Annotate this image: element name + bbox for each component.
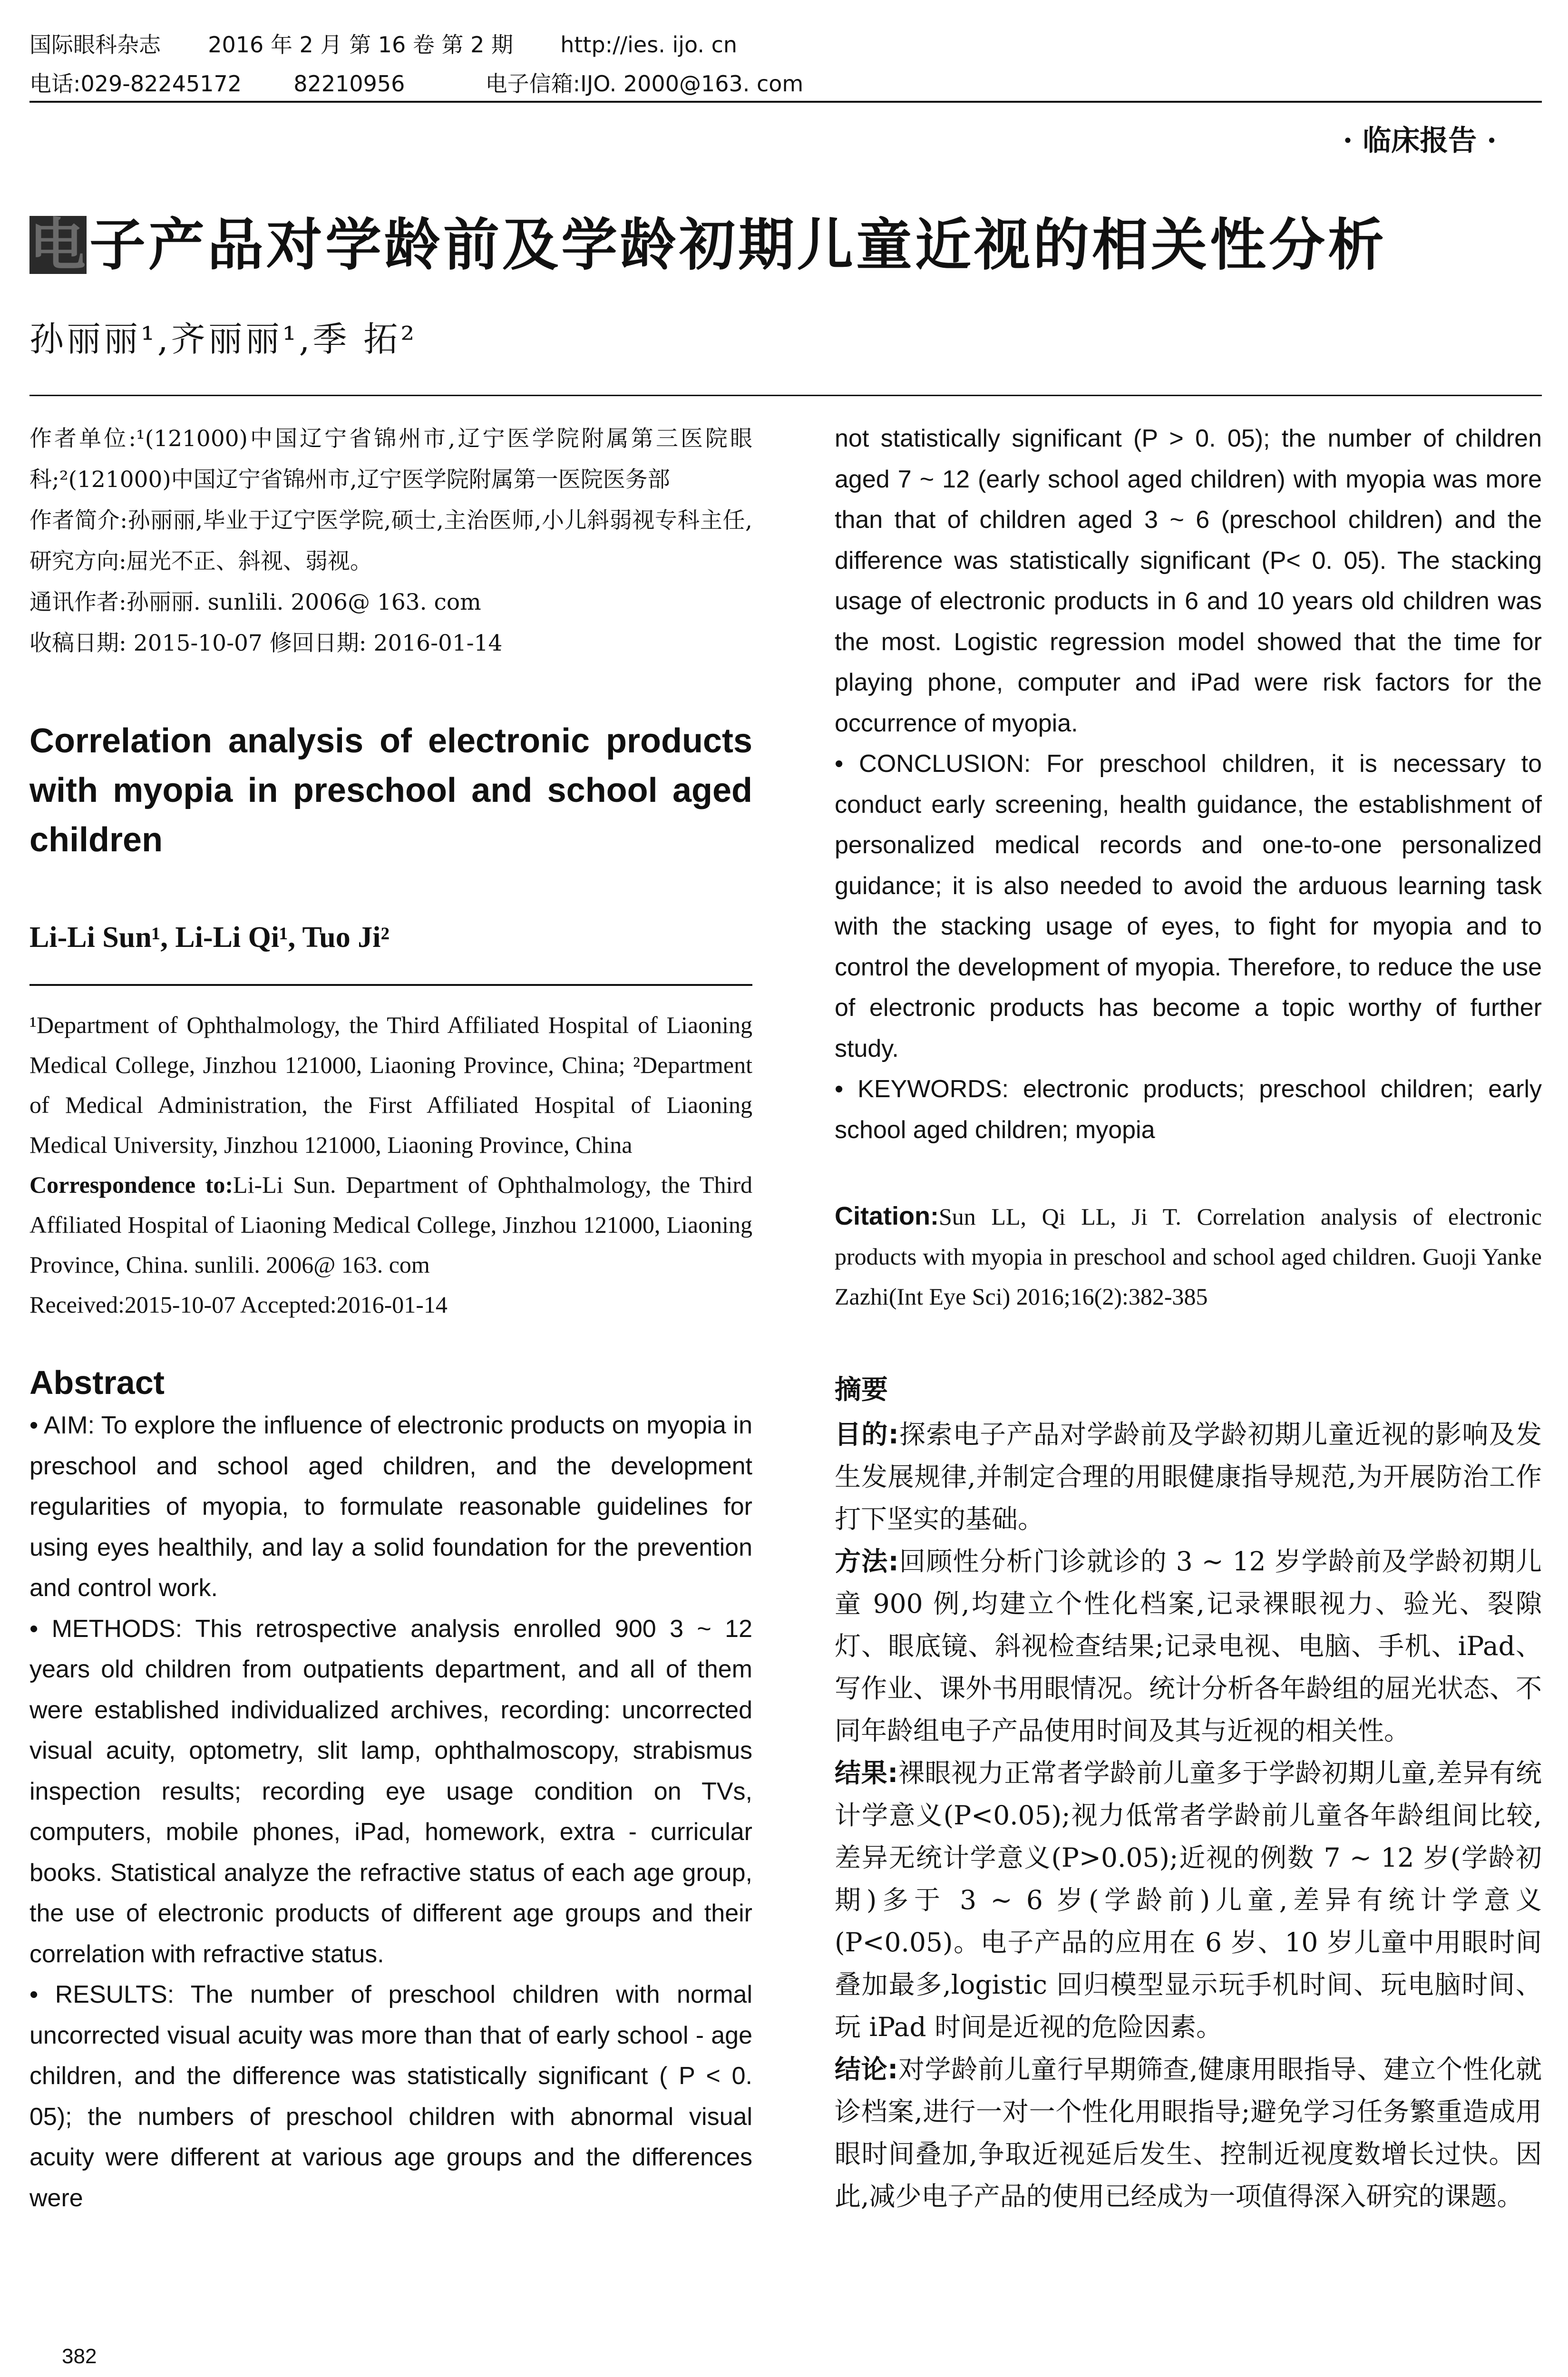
authors-cn: 孙丽丽¹,齐丽丽¹,季 拓²	[29, 319, 418, 359]
journal-issue: 2016 年 2 月 第 16 卷 第 2 期	[208, 32, 513, 58]
correspondence	[29, 1165, 752, 1285]
abstract-methods: • METHODS: This retrospective analysis enrolled 900 3 ~ 12 years old children from outpatients department, and all of them were established individualized archives, recording: uncorrected visual acuity, optometry, slit lamp, ophthalmoscopy, strabismus inspection results; recording eye usage condition on TVs, computers, mobile phones, iPad, homework, extra - curricular books. Statistical analyze the refractive status of each age group, the use of electronic products of different age groups and their correlation with refractive status.	[29, 1615, 752, 1968]
cn-methods-label: 方法:	[835, 1546, 899, 1577]
journal-url[interactable]: http://ies. ijo. cn	[560, 32, 738, 58]
cn-conclusion	[835, 2048, 1542, 2218]
abstract-left	[29, 1405, 752, 2219]
authors-rule	[29, 984, 752, 986]
cn-aim-label: 目的:	[835, 1419, 899, 1450]
dates-cn: 收稿日期: 2015-10-07 修回日期: 2016-01-14	[29, 630, 503, 656]
author-bio: 作者简介:孙丽丽,毕业于辽宁医学院,硕士,主治医师,小儿斜弱视专科主任,研究方向:屈光不正、斜视、弱视。	[29, 507, 752, 575]
abstract-conclusion: • CONCLUSION: For preschool children, it is necessary to conduct early screening, health guidance, the establishment of personalized medical records and one-to-one personalized guidance; it is also needed to avoid the arduous learning task with the stacking usage of eyes, to fight for myopia and to control the development of myopia. Therefore, to reduce the use of electronic products has become a topic worthy of further study.	[835, 750, 1542, 1062]
header-rule	[29, 101, 1542, 103]
right-column	[835, 419, 1542, 2218]
contact-header	[29, 67, 803, 98]
affiliation-text: ¹Department of Ophthalmology, the Third Affiliated Hospital of Liaoning Medical College, Jinzhou 121000, Liaoning Province, China; ²Department of Medical Administration, the First Affiliated Hospital of Liaoning Medical University, Jinzhou 121000, Liaoning Province, China	[29, 1012, 752, 1158]
page-number: 382	[62, 2345, 97, 2368]
title-rule	[29, 395, 1542, 396]
abstract-results-part2: not statistically significant (P > 0. 05); the number of children aged 7 ~ 12 (early school aged children) with myopia was more than that of children aged 3 ~ 6 (preschool children) and the difference was statistically significant (P< 0. 05). The stacking usage of electronic products in 6 and 10 years old children was the most. Logistic regression model showed that the time for playing phone, computer and iPad were risk factors for the occurrence of myopia.	[835, 425, 1542, 737]
author-unit: 作者单位:¹(121000)中国辽宁省锦州市,辽宁医学院附属第三医院眼科;²(121000)中国辽宁省锦州市,辽宁医学院附属第一医院医务部	[29, 426, 752, 493]
cn-abstract	[835, 1413, 1542, 2218]
cn-results-text: 裸眼视力正常者学龄前儿童多于学龄初期儿童,差异有统计学意义(P<0.05);视力低常者学龄前儿童各年龄组间比较,差异无统计学意义(P>0.05);近视的例数 7 ~ 12 岁(学龄初期)多于 3 ~ 6 岁(学龄前)儿童,差异有统计学意义(P<0.05)。电子产品的应用在 6 岁、10 岁儿童中用眼时间叠加最多,logistic 回归模型显示玩手机时间、玩电脑时间、玩 iPad 时间是近视的危险因素。	[835, 1758, 1542, 2042]
corresponding-author: 通讯作者:孙丽丽. sunlili. 2006@ 163. com	[29, 589, 481, 615]
correspondence-label: Correspondence to:	[29, 1171, 234, 1198]
abstract-heading: Abstract	[29, 1364, 165, 1401]
received-accepted: Received:2015-10-07 Accepted:2016-01-14	[29, 1291, 448, 1318]
phone: 电话:029-82245172	[29, 71, 242, 97]
email[interactable]: 电子信箱:IJO. 2000@163. com	[485, 71, 804, 97]
cn-conclusion-label: 结论:	[835, 2054, 898, 2085]
abstract-results-part1: • RESULTS: The number of preschool children with normal uncorrected visual acuity was more than that of early school - age children, and the difference was statistically significant ( P < 0. 05); the numbers of preschool children with abnormal visual acuity were different at various age groups and the differences were	[29, 1981, 752, 2212]
cn-conclusion-text: 对学龄前儿童行早期筛查,健康用眼指导、建立个性化就诊档案,进行一对一个性化用眼指导;避免学习任务繁重造成用眼时间叠加,争取近视延后发生、控制近视度数增长过快。因此,减少电子产品的使用已经成为一项值得深入研究的课题。	[835, 2054, 1542, 2211]
cn-aim	[835, 1413, 1542, 1540]
journal-name: 国际眼科杂志	[29, 32, 161, 58]
citation-label: Citation:	[835, 1202, 939, 1230]
english-title: Correlation analysis of electronic products with myopia in preschool and school aged children	[29, 722, 752, 859]
title-dropcap: 电	[29, 212, 89, 278]
abstract-aim: • AIM: To explore the influence of electronic products on myopia in preschool and school aged children, and the development regularities of myopia, to formulate reasonable guidelines for using eyes healthily, and lay a solid foundation for the prevention and control work.	[29, 1412, 752, 1602]
affiliations	[29, 1005, 752, 1325]
citation-text: Sun LL, Qi LL, Ji T. Correlation analysis of electronic products with myopia in preschool and school aged children. Guoji Yanke Zazhi(Int Eye Sci) 2016;16(2):382-385	[835, 1203, 1542, 1310]
correspondence-text: Li-Li Sun. Department of Ophthalmology, the Third Affiliated Hospital of Liaoning Medical College, Jinzhou 121000, Liaoning Province, China. sunlili. 2006@ 163. com	[29, 1171, 752, 1278]
section-tag: · 临床报告 ·	[1343, 124, 1497, 157]
cn-results	[835, 1752, 1542, 2048]
cn-results-label: 结果:	[835, 1758, 898, 1788]
title-text: 子产品对学龄前及学龄初期儿童近视的相关性分析	[89, 212, 1387, 278]
citation	[835, 1196, 1542, 1316]
journal-header	[29, 28, 737, 59]
left-column	[29, 419, 752, 2219]
cn-abstract-heading: 摘要	[835, 1374, 888, 1405]
abstract-keywords: • KEYWORDS: electronic products; preschool children; early school aged children; myopia	[835, 1075, 1542, 1144]
cn-methods-text: 回顾性分析门诊就诊的 3 ~ 12 岁学龄前及学龄初期儿童 900 例,均建立个性化档案,记录裸眼视力、验光、裂隙灯、眼底镜、斜视检查结果;记录电视、电脑、手机、iPad、写作业、课外书用眼情况。统计分析各年龄组的屈光状态、不同年龄组电子产品使用时间及其与近视的相关性。	[835, 1546, 1542, 1746]
cn-aim-text: 探索电子产品对学龄前及学龄初期儿童近视的影响及发生发展规律,并制定合理的用眼健康指导规范,为开展防治工作打下坚实的基础。	[835, 1419, 1542, 1534]
phone-2: 82210956	[293, 71, 405, 97]
cn-methods	[835, 1540, 1542, 1752]
author-info	[29, 419, 752, 664]
abstract-right	[835, 419, 1542, 1150]
page-title	[29, 200, 1387, 281]
english-authors: Li-Li Sun¹, Li-Li Qi¹, Tuo Ji²	[29, 921, 390, 954]
